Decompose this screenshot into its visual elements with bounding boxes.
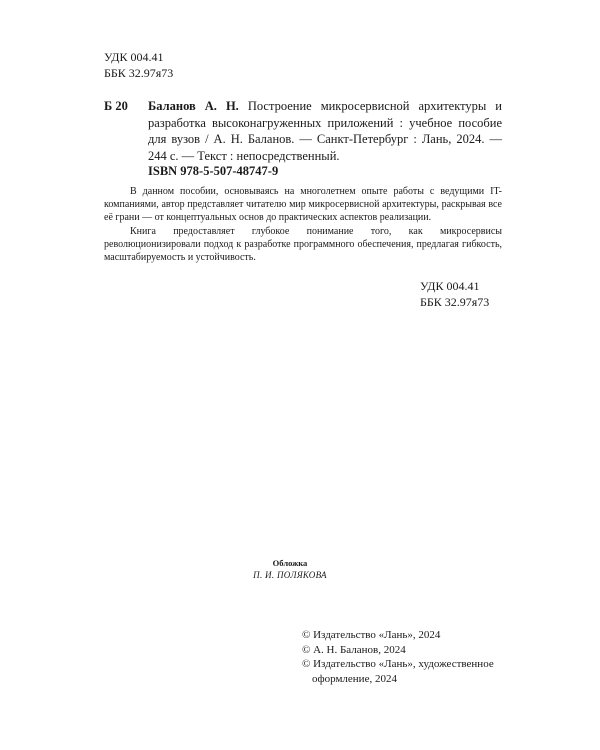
author-name: Баланов А. Н. <box>148 99 239 113</box>
bibliographic-record <box>104 98 502 164</box>
author-mark: Б 20 <box>104 99 128 113</box>
cover-label: Обложка <box>272 558 308 568</box>
copyright-line: © Издательство «Лань», 2024 <box>302 629 441 641</box>
annotation <box>104 185 502 264</box>
cover-credit <box>220 557 360 581</box>
bbk-code: ББК 32.97я73 <box>104 66 174 80</box>
annotation-paragraph: В данном пособии, основываясь на многолетнем опыте работы с ведущими IT-компаниями, автор представляет читателю мир микросервисной архитектуры, раскрывая все её грани — от концептуальных основ до практических аспектов реализации. <box>104 186 502 224</box>
bibliographic-entry <box>148 98 502 164</box>
udk-code: УДК 004.41 <box>420 279 480 293</box>
copyright-line: © А. Н. Баланов, 2024 <box>302 643 406 656</box>
udk-code: УДК 004.41 <box>104 50 164 64</box>
copyright-block <box>302 628 512 686</box>
annotation-paragraph: Книга предоставляет глубокое понимание того, как микросервисы революционизировали подход к разработке программного обеспечения, предлагая гибкость, масштабируемость и устойчивость. <box>104 225 502 264</box>
isbn: ISBN 978-5-507-48747-9 <box>148 164 279 178</box>
copyright-line: © Издательство «Лань», художественное <box>302 658 494 670</box>
cover-artist: П. И. ПОЛЯКОВА <box>253 570 327 580</box>
bibliographic-description: Построение микросервисной архитектуры и разработка высоконагруженных приложений : учебное пособие для вузов / А. Н. Баланов. — Санкт-Петербург : Лань, 2024. — 244 с. — Текст : непосредственный. <box>148 99 503 163</box>
copyright-line-continuation: оформление, 2024 <box>312 672 397 685</box>
classification-codes-bottom <box>420 278 489 310</box>
bbk-code: ББК 32.97я73 <box>420 295 490 309</box>
classification-codes-top <box>104 49 173 81</box>
